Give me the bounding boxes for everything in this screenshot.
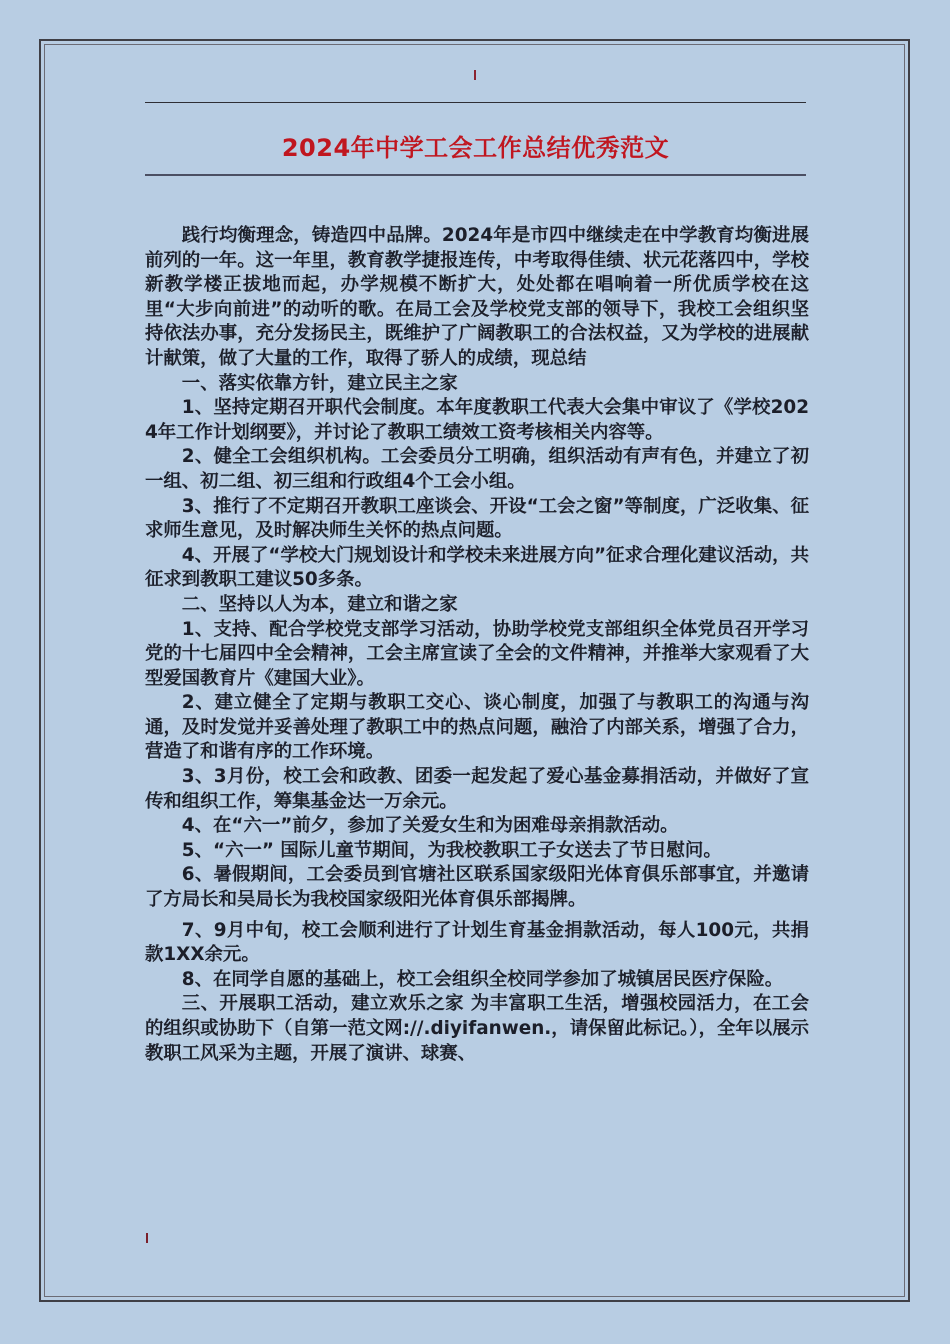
- list-item: 3、3月份，校工会和政教、团委一起发起了爱心基金募捐活动，并做好了宣传和组织工作，筹集基金达一万余元。: [145, 766, 809, 812]
- document-body: [145, 224, 809, 1066]
- list-item: 8、在同学自愿的基础上，校工会组织全校同学参加了城镇居民医疗保险。: [181, 968, 784, 990]
- list-item: 4、开展了“学校大门规划设计和学校未来进展方向”征求合理化建议活动，共征求到教职工建议50多条。: [145, 544, 809, 591]
- list-item: 2、健全工会组织机构。工会委员分工明确，组织活动有声有色，并建立了初一组、初二组、初三组和行政组4个工会小组。: [145, 446, 809, 492]
- list-item: 7、9月中旬，校工会顺利进行了计划生育基金捐款活动，每人100元，共捐款1XX余元。: [145, 919, 809, 966]
- document-title: 2024年中学工会工作总结优秀范文: [281, 134, 670, 162]
- list-item: 1、支持、配合学校党支部学习活动，协助学校党支部组织全体党员召开学习党的十七届四中全会精神，工会主席宣读了全会的文件精神，并推举大家观看了大型爱国教育片《建国大业》。: [145, 618, 809, 689]
- intro-paragraph: 践行均衡理念，铸造四中品牌。2024年是市四中继续走在中学教育均衡进展前列的一年。这一年里，教育教学捷报连传，中考取得佳绩、状元花落四中，学校新教学楼正拔地而起，办学规模不断扩大，处处都在唱响着一所优质学校在这里“大步向前进”的动听的歌。在局工会及学校党支部的领导下，我校工会组织坚持依法办事，充分发扬民主，既维护了广阔教职工的合法权益，又为学校的进展献计献策，做了大量的工作，取得了骄人的成绩，现总结: [145, 225, 809, 369]
- list-item: 5、“六一” 国际儿童节期间，为我校教职工子女送去了节日慰问。: [181, 839, 722, 861]
- list-item: 6、暑假期间，工会委员到官塘社区联系国家级阳光体育俱乐部事宜，并邀请了方局长和吴局长为我校国家级阳光体育俱乐部揭牌。: [145, 864, 809, 911]
- list-item: 3、推行了不定期召开教职工座谈会、开设“工会之窗”等制度，广泛收集、征求师生意见，及时解决师生关怀的热点问题。: [145, 495, 809, 542]
- title-rule: [145, 174, 806, 176]
- section-heading-3: 三、开展职工活动，建立欢乐之家 为丰富职工生活，增强校园活力，在工会的组织或协助下（自第一范文网://.diyifanwen.，请保留此标记。），全年以展示教职工风采为主题，开展了演讲、球赛、: [145, 993, 809, 1064]
- section-heading-2: 二、坚持以人为本，建立和谐之家: [181, 593, 458, 615]
- list-item: 2、建立健全了定期与教职工交心、谈心制度，加强了与教职工的沟通与沟通，及时发觉并妥善处理了教职工中的热点问题，融洽了内部关系，增强了合力，营造了和谐有序的工作环境。: [145, 692, 809, 763]
- header-cursor-mark: [474, 70, 476, 80]
- list-item: 1、坚持定期召开职代会制度。本年度教职工代表大会集中审议了《学校2024年工作计划纲要》，并讨论了教职工绩效工资考核相关内容等。: [145, 397, 809, 443]
- footer-cursor-mark: [146, 1233, 148, 1243]
- section-heading-1: 一、落实依靠方针，建立民主之家: [181, 372, 458, 394]
- header-rule: [145, 102, 806, 103]
- list-item: 4、在“六一”前夕，参加了关爱女生和为困难母亲捐款活动。: [181, 815, 679, 837]
